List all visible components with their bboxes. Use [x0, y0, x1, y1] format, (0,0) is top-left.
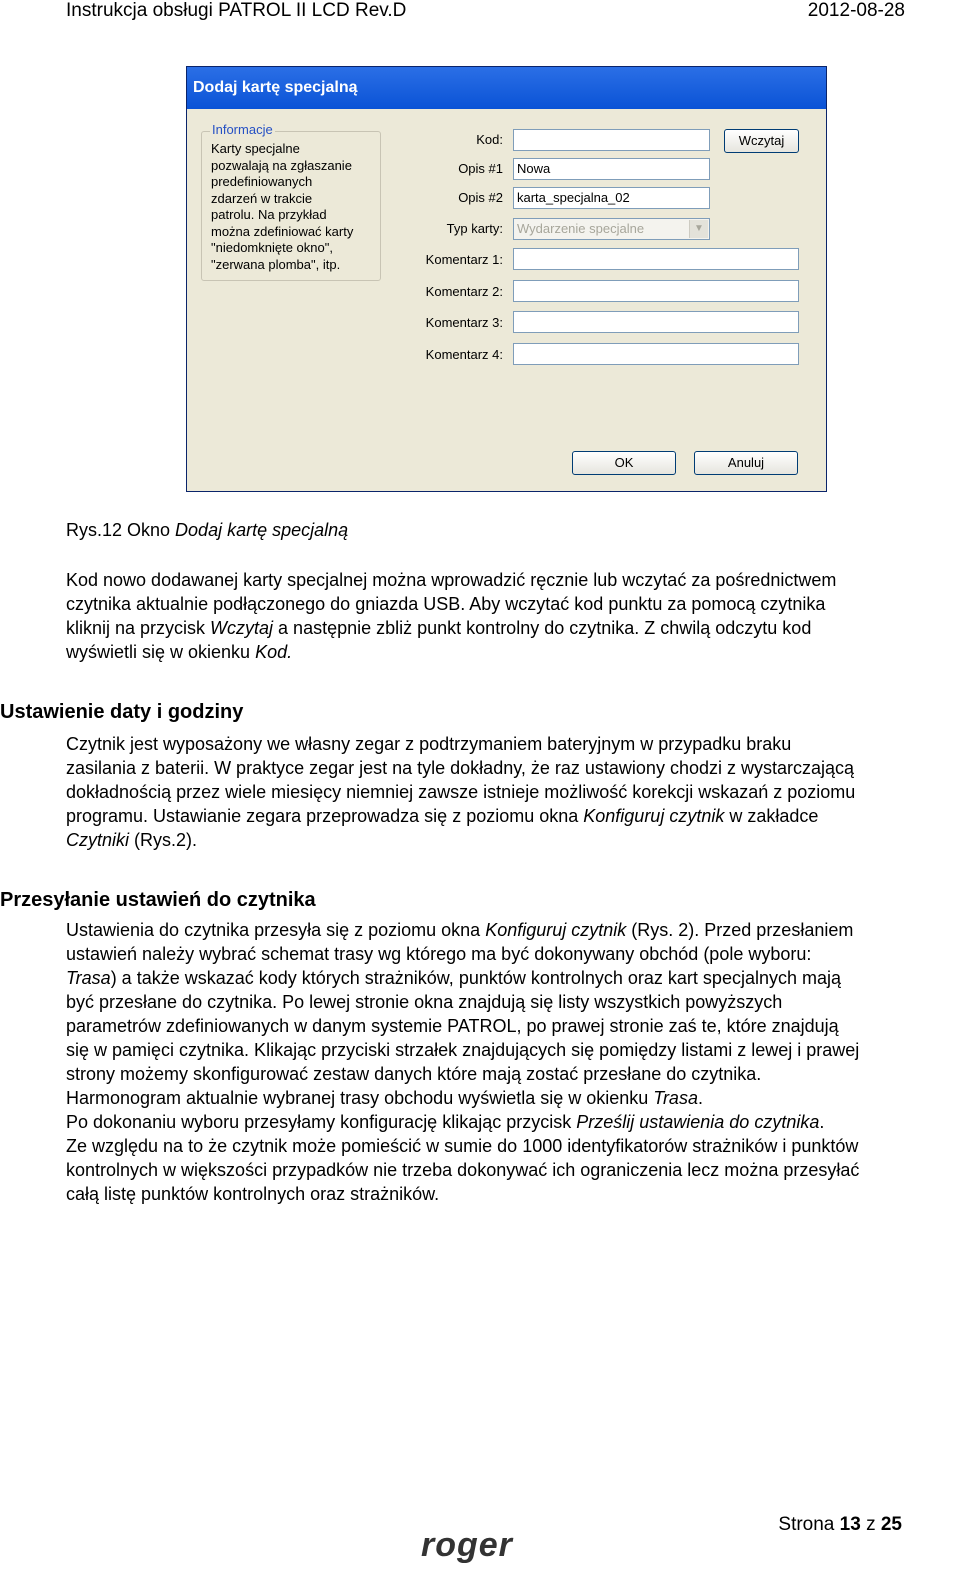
comment1-field[interactable]: [513, 248, 799, 270]
page-number: [778, 1514, 902, 1536]
document-title: Instrukcja obsługi PATROL II LCD Rev.D: [66, 0, 407, 21]
dialog-title: Dodaj kartę specjalną: [187, 67, 826, 109]
section-heading-send-settings: Przesyłanie ustawień do czytnika: [0, 889, 316, 911]
italic-term: Czytniki: [66, 830, 130, 850]
text-span: w zakładce: [724, 806, 819, 826]
italic-term: Prześlij ustawienia do czytnika: [576, 1112, 820, 1132]
italic-term: Trasa: [653, 1088, 698, 1108]
text-line: Kod nowo dodawanej karty specjalnej można wprowadzić ręcznie lub wczytać za pośrednictwem: [66, 570, 837, 590]
card-type-label: Typ karty:: [446, 221, 503, 236]
comment3-label: Komentarz 3:: [425, 315, 503, 330]
paragraph-send-settings: [66, 918, 946, 1206]
text-span: .: [697, 1088, 703, 1108]
italic-term: Wczytaj: [210, 618, 274, 638]
text-line: [66, 1110, 946, 1134]
info-line: można zdefiniować karty: [211, 223, 354, 239]
text-span: .: [819, 1112, 825, 1132]
comment2-field[interactable]: [513, 280, 799, 302]
italic-term: Trasa: [66, 968, 111, 988]
page-label: Strona: [778, 1514, 840, 1535]
card-type-value: Wydarzenie specjalne: [517, 221, 645, 236]
total-pages: 25: [880, 1514, 902, 1535]
text-span: (Rys.2).: [129, 830, 198, 850]
text-line: kontrolnych w większości przypadków nie trzeba dokonywać ich ograniczenia lecz można przesyłać: [66, 1160, 860, 1180]
ok-button[interactable]: OK: [572, 451, 676, 475]
text-line: [66, 804, 946, 828]
roger-logo: roger: [421, 1526, 513, 1564]
comment4-label: Komentarz 4:: [425, 347, 503, 362]
paragraph-1: [66, 568, 946, 664]
opis1-field[interactable]: Nowa: [513, 158, 710, 180]
caption-prefix: Rys.12 Okno: [66, 520, 176, 540]
card-type-select[interactable]: [513, 218, 710, 240]
text-line: [66, 616, 946, 640]
info-line: patrolu. Na przykład: [211, 207, 327, 222]
text-line: [66, 828, 946, 852]
comment1-label: Komentarz 1:: [425, 252, 503, 267]
text-line: parametrów zdefiniowanych w danym systemie PATROL, po prawej stronie zaś te, które znajdują: [66, 1016, 839, 1036]
text-line: być przesłane do czytnika. Po lewej stronie okna znajdują się listy wszystkich powyższych: [66, 992, 783, 1012]
text-line: się w pamięci czytnika. Klikając przyciski strzałek znajdujących się pomiędzy listami z lewej i prawej: [66, 1040, 860, 1060]
comment4-field[interactable]: [513, 343, 799, 365]
text-span: Po dokonaniu wyboru przesyłamy konfigurację klikając przycisk: [66, 1112, 577, 1132]
add-special-card-dialog: [186, 66, 827, 492]
text-line: strony możemy skonfigurować zestaw danych które mają zostać przesłane do czytnika.: [66, 1064, 762, 1084]
italic-term: Konfiguruj czytnik: [583, 806, 725, 826]
kod-field[interactable]: [513, 129, 710, 151]
info-line: "zerwana plomba", itp.: [211, 256, 341, 272]
text-span: a następnie zbliż punkt kontrolny do czytnika. Z chwilą odczytu kod: [273, 618, 812, 638]
comment2-label: Komentarz 2:: [425, 284, 503, 299]
text-line: [66, 1086, 946, 1110]
italic-term: Kod.: [255, 642, 293, 662]
info-line: zdarzeń w trakcie: [211, 190, 313, 206]
info-line: "niedomknięte okno",: [211, 240, 333, 255]
chevron-down-icon[interactable]: ▼: [689, 220, 708, 238]
paragraph-date-time: [66, 732, 946, 852]
text-span: wyświetli się w okienku: [66, 642, 256, 662]
text-span: programu. Ustawianie zegara przeprowadza się z poziomu okna: [66, 806, 584, 826]
info-group-title: Informacje: [212, 122, 273, 137]
text-line: zasilania z baterii. W praktyce zegar jest na tyle dokładny, że raz ustawiony chodzi z wystarczającą: [66, 758, 855, 778]
caption-italic: Dodaj kartę specjalną: [175, 520, 349, 540]
text-line: czytnika aktualnie podłączonego do gniazda USB. Aby wczytać kod punktu za pomocą czytnika: [66, 594, 826, 614]
text-line: całą listę punktów kontrolnych oraz strażników.: [66, 1184, 440, 1204]
text-span: Ustawienia do czytnika przesyła się z poziomu okna: [66, 920, 486, 940]
kod-label: Kod:: [476, 132, 503, 147]
section-heading-date-time: Ustawienie daty i godziny: [0, 701, 244, 723]
opis2-field[interactable]: karta_specjalna_02: [513, 187, 710, 209]
text-span: kliknij na przycisk: [66, 618, 211, 638]
italic-term: Konfiguruj czytnik: [485, 920, 627, 940]
text-line: [66, 640, 946, 664]
opis2-label: Opis #2: [458, 190, 503, 205]
figure-caption: [66, 518, 946, 542]
text-line: [66, 918, 946, 942]
info-text: [211, 141, 371, 273]
opis1-label: Opis #1: [458, 161, 503, 176]
text-span: Harmonogram aktualnie wybranej trasy obchodu wyświetla się w okienku: [66, 1088, 654, 1108]
info-line: pozwalają na zgłaszanie: [211, 157, 352, 173]
comment3-field[interactable]: [513, 311, 799, 333]
current-page: 13: [839, 1514, 861, 1535]
text-line: Ze względu na to że czytnik może pomieścić w sumie do 1000 identyfikatorów strażników i punktów: [66, 1136, 859, 1156]
text-line: Czytnik jest wyposażony we własny zegar z podtrzymaniem bateryjnym w przypadku braku: [66, 734, 792, 754]
document-date: 2012-08-28: [807, 0, 905, 21]
text-line: ustawień należy wybrać schemat trasy wg którego ma być dokonywany obchód (pole wyboru:: [66, 944, 812, 964]
info-line: predefiniowanych: [211, 174, 313, 189]
text-line: dokładnością przez wiele miesięcy niemniej zawsze istnieje możliwość korekcji wskazań z poziomu: [66, 782, 856, 802]
info-line: Karty specjalne: [211, 141, 300, 156]
cancel-button[interactable]: Anuluj: [694, 451, 798, 475]
text-line: [66, 966, 946, 990]
text-span: ) a także wskazać kody których strażników, punktów kontrolnych oraz kart specjalnych mają: [110, 968, 841, 988]
text-span: (Rys. 2). Przed przesłaniem: [626, 920, 854, 940]
page-of: z: [860, 1514, 881, 1535]
wczytaj-button[interactable]: Wczytaj: [724, 129, 799, 153]
